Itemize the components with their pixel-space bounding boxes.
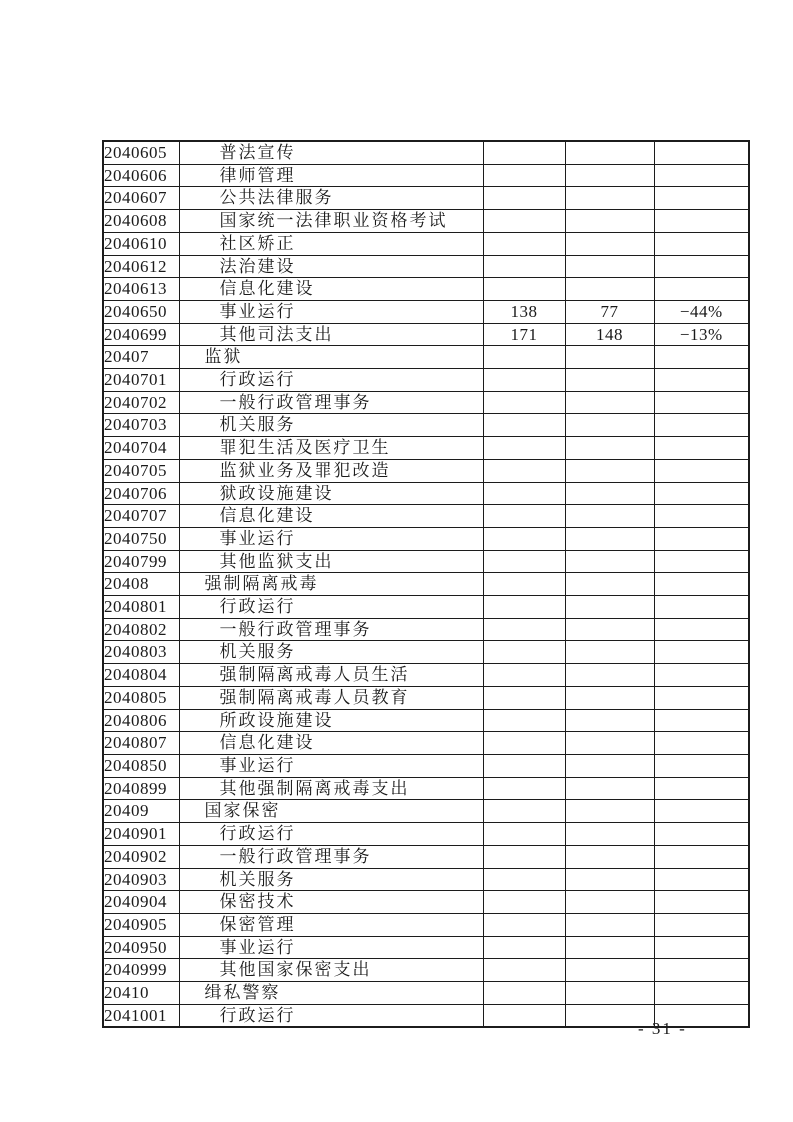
budget-value-cell [565,141,654,164]
budget-value-cell [565,732,654,755]
table-row [103,664,749,687]
approved-value-cell [483,414,565,437]
code-cell: 2040703 [103,414,179,437]
change-percent-cell [654,437,749,460]
name-cell: 其他国家保密支出 [179,959,483,982]
change-percent-cell [654,278,749,301]
change-percent-cell [654,550,749,573]
table-row [103,391,749,414]
code-cell: 2040903 [103,868,179,891]
change-percent-cell [654,686,749,709]
table-row [103,187,749,210]
name-cell: 狱政设施建设 [179,482,483,505]
table-row [103,891,749,914]
approved-value-cell [483,255,565,278]
approved-value-cell [483,777,565,800]
budget-value-cell [565,845,654,868]
budget-value-cell [565,482,654,505]
code-cell: 2041001 [103,1004,179,1027]
table-row [103,596,749,619]
approved-value-cell [483,936,565,959]
approved-value-cell [483,187,565,210]
name-cell: 信息化建设 [179,505,483,528]
approved-value-cell [483,232,565,255]
approved-value-cell [483,369,565,392]
change-percent-cell [654,141,749,164]
table-row [103,641,749,664]
code-cell: 2040999 [103,959,179,982]
change-percent-cell [654,527,749,550]
code-cell: 20407 [103,346,179,369]
change-percent-cell [654,800,749,823]
change-percent-cell [654,573,749,596]
budget-table [102,140,750,1028]
name-cell: 行政运行 [179,369,483,392]
change-percent-cell [654,868,749,891]
budget-value-cell [565,891,654,914]
name-cell: 罪犯生活及医疗卫生 [179,437,483,460]
code-cell: 20408 [103,573,179,596]
budget-value-cell [565,505,654,528]
approved-value-cell [483,641,565,664]
change-percent-cell [654,936,749,959]
budget-value-cell [565,777,654,800]
name-cell: 法治建设 [179,255,483,278]
approved-value-cell [483,278,565,301]
table-row [103,732,749,755]
approved-value-cell [483,913,565,936]
change-percent-cell [654,641,749,664]
table-row [103,346,749,369]
change-percent-cell [654,732,749,755]
change-percent-cell [654,414,749,437]
name-cell: 强制隔离戒毒人员教育 [179,686,483,709]
code-cell: 2040904 [103,891,179,914]
approved-value-cell [483,482,565,505]
approved-value-cell [483,845,565,868]
budget-value-cell [565,596,654,619]
approved-value-cell [483,346,565,369]
budget-value-cell [565,754,654,777]
name-cell: 事业运行 [179,300,483,323]
approved-value-cell: 171 [483,323,565,346]
budget-value-cell [565,573,654,596]
change-percent-cell [654,596,749,619]
approved-value-cell [483,596,565,619]
approved-value-cell [483,664,565,687]
code-cell: 2040803 [103,641,179,664]
name-cell: 普法宣传 [179,141,483,164]
approved-value-cell [483,618,565,641]
approved-value-cell [483,164,565,187]
change-percent-cell [654,664,749,687]
table-row [103,845,749,868]
code-cell: 2040805 [103,686,179,709]
name-cell: 保密管理 [179,913,483,936]
table-row [103,300,749,323]
change-percent-cell: −44% [654,300,749,323]
change-percent-cell [654,164,749,187]
table-row [103,618,749,641]
name-cell: 行政运行 [179,1004,483,1027]
name-cell: 国家统一法律职业资格考试 [179,210,483,233]
change-percent-cell [654,187,749,210]
table-row [103,936,749,959]
budget-value-cell [565,346,654,369]
code-cell: 2040807 [103,732,179,755]
budget-value-cell [565,800,654,823]
table-row [103,414,749,437]
name-cell: 一般行政管理事务 [179,845,483,868]
name-cell: 监狱业务及罪犯改造 [179,459,483,482]
budget-value-cell [565,527,654,550]
code-cell: 2040702 [103,391,179,414]
approved-value-cell [483,709,565,732]
approved-value-cell [483,800,565,823]
budget-value-cell [565,164,654,187]
name-cell: 事业运行 [179,527,483,550]
name-cell: 其他强制隔离戒毒支出 [179,777,483,800]
table-row [103,686,749,709]
change-percent-cell [654,845,749,868]
table-row [103,959,749,982]
code-cell: 2040806 [103,709,179,732]
name-cell: 信息化建设 [179,732,483,755]
code-cell: 2040701 [103,369,179,392]
change-percent-cell [654,913,749,936]
approved-value-cell [483,210,565,233]
approved-value-cell [483,891,565,914]
approved-value-cell [483,550,565,573]
table-row [103,164,749,187]
name-cell: 一般行政管理事务 [179,391,483,414]
name-cell: 其他司法支出 [179,323,483,346]
table-row [103,482,749,505]
code-cell: 2040750 [103,527,179,550]
table-row [103,278,749,301]
table-row [103,913,749,936]
change-percent-cell [654,210,749,233]
change-percent-cell [654,618,749,641]
name-cell: 保密技术 [179,891,483,914]
change-percent-cell [654,391,749,414]
change-percent-cell [654,346,749,369]
change-percent-cell [654,709,749,732]
table-row [103,232,749,255]
page-number: - 31 - [638,1019,687,1038]
approved-value-cell [483,573,565,596]
budget-value-cell [565,868,654,891]
name-cell: 缉私警察 [179,982,483,1005]
approved-value-cell [483,754,565,777]
approved-value-cell [483,823,565,846]
name-cell: 监狱 [179,346,483,369]
budget-value-cell [565,664,654,687]
approved-value-cell [483,982,565,1005]
name-cell: 公共法律服务 [179,187,483,210]
change-percent-cell [654,459,749,482]
budget-value-cell [565,982,654,1005]
table-row [103,255,749,278]
name-cell: 所政设施建设 [179,709,483,732]
budget-value-cell [565,913,654,936]
table-row [103,210,749,233]
budget-table-body [103,141,749,1027]
name-cell: 其他监狱支出 [179,550,483,573]
budget-value-cell: 148 [565,323,654,346]
approved-value-cell [483,1004,565,1027]
change-percent-cell [654,959,749,982]
table-row [103,550,749,573]
code-cell: 2040850 [103,754,179,777]
approved-value-cell [483,437,565,460]
change-percent-cell [654,982,749,1005]
approved-value-cell [483,141,565,164]
table-row [103,323,749,346]
code-cell: 2040610 [103,232,179,255]
table-row [103,777,749,800]
budget-value-cell [565,187,654,210]
table-row [103,754,749,777]
code-cell: 2040802 [103,618,179,641]
name-cell: 国家保密 [179,800,483,823]
budget-value-cell [565,369,654,392]
code-cell: 2040902 [103,845,179,868]
name-cell: 强制隔离戒毒人员生活 [179,664,483,687]
name-cell: 机关服务 [179,868,483,891]
table-row [103,437,749,460]
budget-value-cell [565,641,654,664]
code-cell: 2040699 [103,323,179,346]
code-cell: 2040612 [103,255,179,278]
code-cell: 2040608 [103,210,179,233]
code-cell: 2040899 [103,777,179,800]
budget-value-cell [565,686,654,709]
code-cell: 2040901 [103,823,179,846]
code-cell: 2040801 [103,596,179,619]
name-cell: 信息化建设 [179,278,483,301]
budget-value-cell [565,709,654,732]
table-row [103,573,749,596]
approved-value-cell [483,868,565,891]
approved-value-cell: 138 [483,300,565,323]
budget-value-cell [565,278,654,301]
table-row [103,505,749,528]
budget-value-cell [565,437,654,460]
change-percent-cell [654,891,749,914]
table-row [103,982,749,1005]
code-cell: 2040607 [103,187,179,210]
name-cell: 社区矫正 [179,232,483,255]
name-cell: 事业运行 [179,936,483,959]
name-cell: 行政运行 [179,596,483,619]
code-cell: 2040704 [103,437,179,460]
code-cell: 2040905 [103,913,179,936]
code-cell: 2040613 [103,278,179,301]
budget-value-cell [565,459,654,482]
table-row [103,141,749,164]
code-cell: 2040605 [103,141,179,164]
name-cell: 行政运行 [179,823,483,846]
change-percent-cell [654,482,749,505]
change-percent-cell [654,777,749,800]
budget-value-cell [565,391,654,414]
approved-value-cell [483,459,565,482]
budget-value-cell [565,255,654,278]
code-cell: 2040804 [103,664,179,687]
budget-value-cell [565,823,654,846]
table-row [103,527,749,550]
change-percent-cell: −13% [654,323,749,346]
approved-value-cell [483,686,565,709]
table-row [103,369,749,392]
code-cell: 20410 [103,982,179,1005]
name-cell: 机关服务 [179,414,483,437]
table-row [103,459,749,482]
approved-value-cell [483,732,565,755]
change-percent-cell [654,255,749,278]
approved-value-cell [483,391,565,414]
table-row [103,868,749,891]
budget-value-cell [565,959,654,982]
budget-value-cell [565,550,654,573]
approved-value-cell [483,505,565,528]
code-cell: 2040707 [103,505,179,528]
table-row [103,800,749,823]
change-percent-cell [654,823,749,846]
approved-value-cell [483,959,565,982]
budget-value-cell: 77 [565,300,654,323]
code-cell: 2040705 [103,459,179,482]
budget-value-cell [565,936,654,959]
change-percent-cell [654,369,749,392]
budget-value-cell [565,210,654,233]
code-cell: 2040650 [103,300,179,323]
change-percent-cell [654,505,749,528]
code-cell: 2040950 [103,936,179,959]
name-cell: 事业运行 [179,754,483,777]
table-row [103,823,749,846]
code-cell: 2040606 [103,164,179,187]
name-cell: 律师管理 [179,164,483,187]
table-row [103,709,749,732]
budget-value-cell [565,414,654,437]
name-cell: 机关服务 [179,641,483,664]
budget-value-cell [565,618,654,641]
code-cell: 20409 [103,800,179,823]
approved-value-cell [483,527,565,550]
change-percent-cell [654,754,749,777]
name-cell: 一般行政管理事务 [179,618,483,641]
code-cell: 2040706 [103,482,179,505]
code-cell: 2040799 [103,550,179,573]
budget-value-cell [565,232,654,255]
change-percent-cell [654,232,749,255]
name-cell: 强制隔离戒毒 [179,573,483,596]
